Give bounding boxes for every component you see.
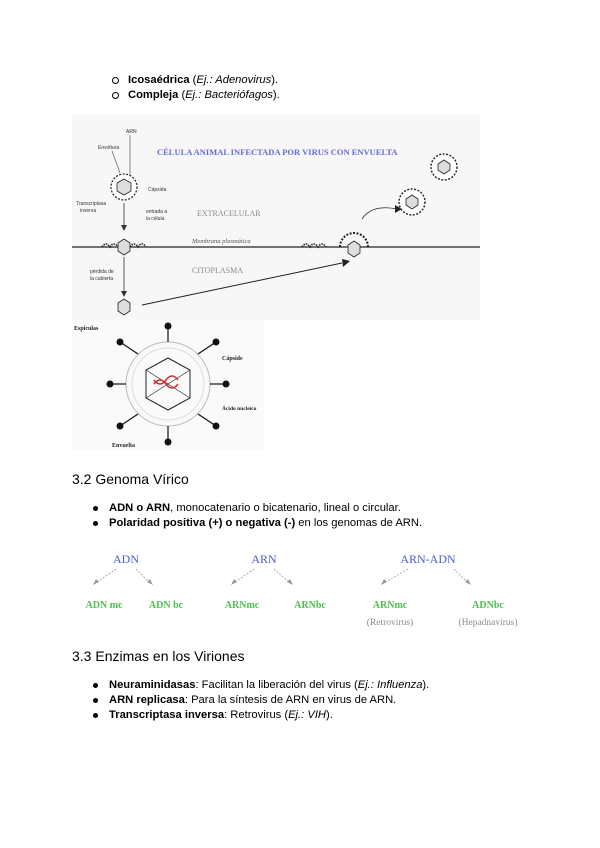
label-arn: ARN [251, 552, 277, 566]
bullet-icon [93, 713, 98, 718]
label-arn-adn: ARN-ADN [400, 552, 456, 566]
label-membrana: Membrana plasmática [192, 238, 251, 245]
enzimas-item-2: ARN replicasa: Para la síntesis de ARN en virus de ARN. [109, 692, 396, 708]
label-inversa: inversa [80, 208, 97, 214]
top-list-item-1: Icosaédrica (Ej.: Adenovirus). [128, 72, 278, 88]
virus-released-icon [399, 189, 425, 215]
virus-outside-icon [111, 174, 137, 200]
label-cubierta: la cubierta [90, 276, 114, 282]
label-envuelta: Envuelta [112, 443, 136, 449]
label-transcriptasa: Transcriptasa [76, 201, 107, 207]
label-adn: ADN [113, 552, 139, 566]
enzimas-item-1: Neuraminidasas: Facilitan la liberación del virus (Ej.: Influenza). [109, 677, 429, 693]
item-bold: Compleja [128, 89, 179, 101]
label-arn-bc: ARNbc [294, 600, 326, 611]
virus-released-icon [431, 154, 457, 180]
genoma-item-2: Polaridad positiva (+) o negativa (-) en los genomas de ARN. [109, 515, 422, 531]
label-capsida: Cápsida [148, 187, 167, 193]
infected-cell-diagram [72, 115, 480, 320]
label-retrovirus: (Retrovirus) [366, 618, 414, 628]
label-acido: Ácido nucleico [222, 406, 257, 412]
label-citoplasma: CITOPLASMA [192, 266, 243, 275]
label-extracelular: EXTRACELULAR [197, 209, 261, 218]
virus-structure-diagram [72, 320, 264, 450]
genoma-item-1: ADN o ARN, monocatenario o bicatenario, lineal o circular. [109, 500, 401, 516]
diagram-title: CÉLULA ANIMAL INFECTADA POR VIRUS CON ENVUELTA [157, 147, 398, 157]
bullet-icon [93, 521, 98, 526]
bullet-icon [93, 506, 98, 511]
top-list-item-2: Compleja (Ej.: Bacteriófagos). [128, 87, 280, 103]
bullet-icon [93, 683, 98, 688]
section-heading-genoma: 3.2 Genoma Vírico [72, 471, 189, 487]
label-arnadn-bc: ADNbc [472, 600, 504, 611]
hollow-bullet-icon [112, 92, 119, 99]
bullet-icon [93, 698, 98, 703]
label-hepadnavirus: (Hepadnavirus) [458, 618, 518, 628]
label-entrada-2: la célula [146, 216, 165, 222]
item-bold: Icosaédrica [128, 74, 190, 86]
label-arnadn-mc: ARNmc [372, 600, 408, 611]
label-adn-mc: ADN mc [85, 600, 123, 611]
capsid-icon [118, 299, 130, 315]
label-envoltura: Envoltura [98, 145, 120, 151]
enzimas-item-3: Transcriptasa inversa: Retrovirus (Ej.: VIH). [109, 707, 333, 723]
label-adn-bc: ADN bc [148, 600, 184, 611]
genome-classification-diagram [72, 545, 542, 635]
hollow-bullet-icon [112, 77, 119, 84]
section-heading-enzimas: 3.3 Enzimas en los Viriones [72, 648, 245, 664]
label-espiculas: Espiculas [74, 326, 99, 332]
label-perdida: pérdida de [90, 269, 114, 275]
label-entrada: entrada a [146, 209, 168, 215]
label-capside: Cápside [222, 356, 243, 362]
label-arn: ARN [126, 129, 137, 135]
label-arn-mc: ARNmc [224, 600, 260, 611]
